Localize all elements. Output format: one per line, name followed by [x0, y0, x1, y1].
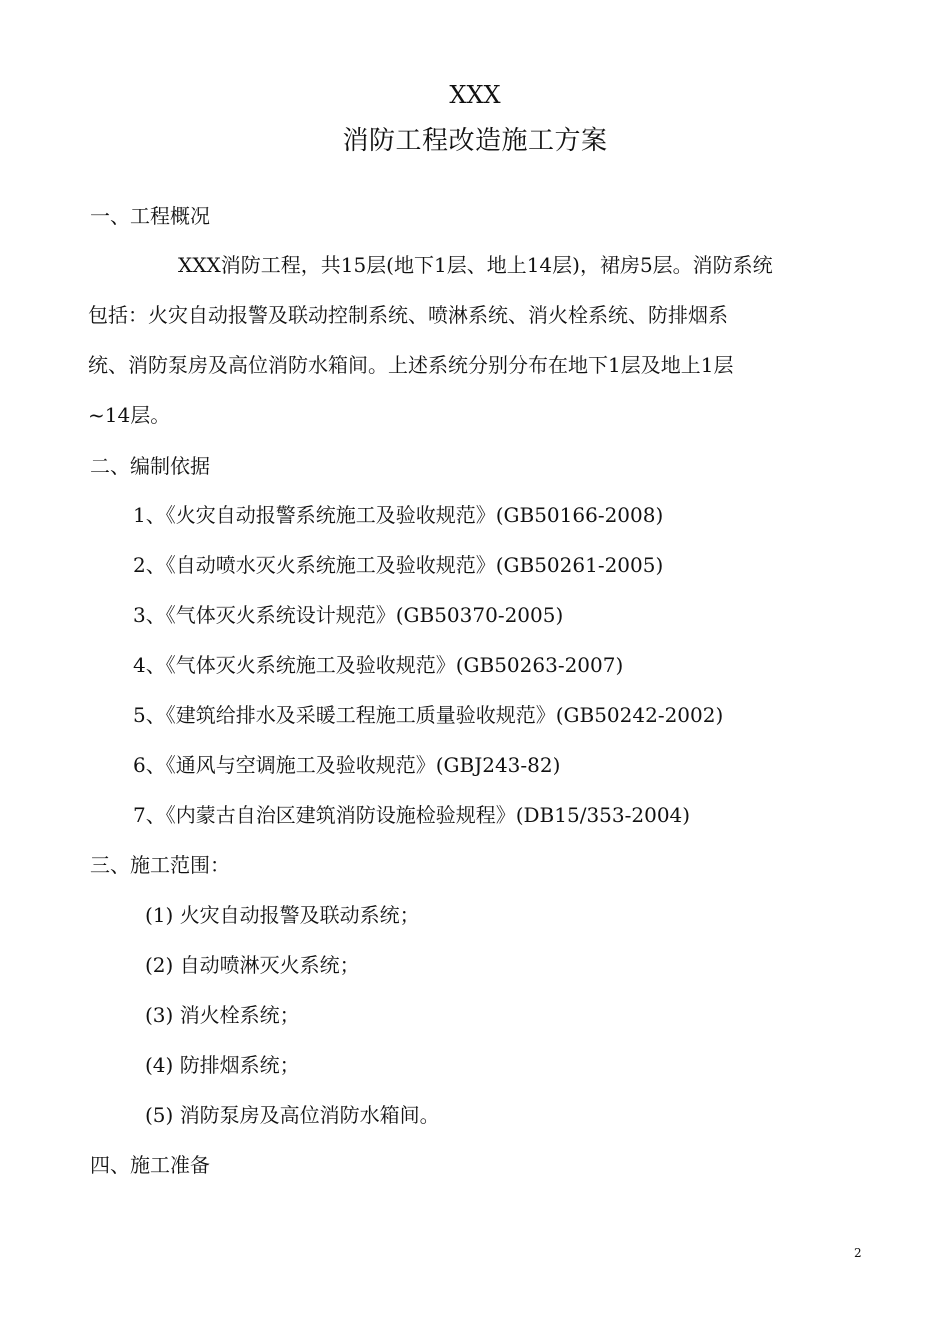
section-heading-overview: 一、工程概况 — [90, 204, 210, 228]
basis-item: 6、《通风与空调施工及验收规范》(GBJ243-82) — [133, 753, 561, 777]
basis-item: 3、《气体灭火系统设计规范》(GB50370-2005) — [133, 603, 564, 627]
overview-line-4: ~14层。 — [88, 403, 171, 427]
scope-item: (2) 自动喷淋灭火系统； — [145, 953, 360, 977]
overview-line-1: XXX消防工程，共15层(地下1层、地上14层)，裙房5层。消防系统 — [178, 253, 773, 277]
overview-line-3: 统、消防泵房及高位消防水箱间。上述系统分别分布在地下1层及地上1层 — [88, 353, 734, 377]
section-heading-basis: 二、编制依据 — [90, 454, 210, 478]
document-title: XXX — [449, 81, 501, 109]
basis-item: 4、《气体灭火系统施工及验收规范》(GB50263-2007) — [133, 653, 624, 677]
basis-item: 1、《火灾自动报警系统施工及验收规范》(GB50166-2008) — [133, 503, 664, 527]
scope-item: (3) 消火栓系统； — [145, 1003, 300, 1027]
section-heading-scope: 三、施工范围： — [90, 853, 230, 877]
basis-item: 5、《建筑给排水及采暖工程施工质量验收规范》(GB50242-2002) — [133, 703, 724, 727]
page-number: 2 — [854, 1246, 862, 1260]
scope-item: (5) 消防泵房及高位消防水箱间。 — [145, 1103, 440, 1127]
scope-item: (4) 防排烟系统； — [145, 1053, 300, 1077]
overview-line-2: 包括：火灾自动报警及联动控制系统、喷淋系统、消火栓系统、防排烟系 — [88, 303, 728, 327]
scope-item: (1) 火灾自动报警及联动系统； — [145, 903, 420, 927]
basis-item: 2、《自动喷水灭火系统施工及验收规范》(GB50261-2005) — [133, 553, 664, 577]
basis-item: 7、《内蒙古自治区建筑消防设施检验规程》(DB15/353-2004) — [133, 803, 691, 827]
document-subtitle: 消防工程改造施工方案 — [342, 126, 608, 156]
section-heading-preparation: 四、施工准备 — [90, 1153, 210, 1177]
